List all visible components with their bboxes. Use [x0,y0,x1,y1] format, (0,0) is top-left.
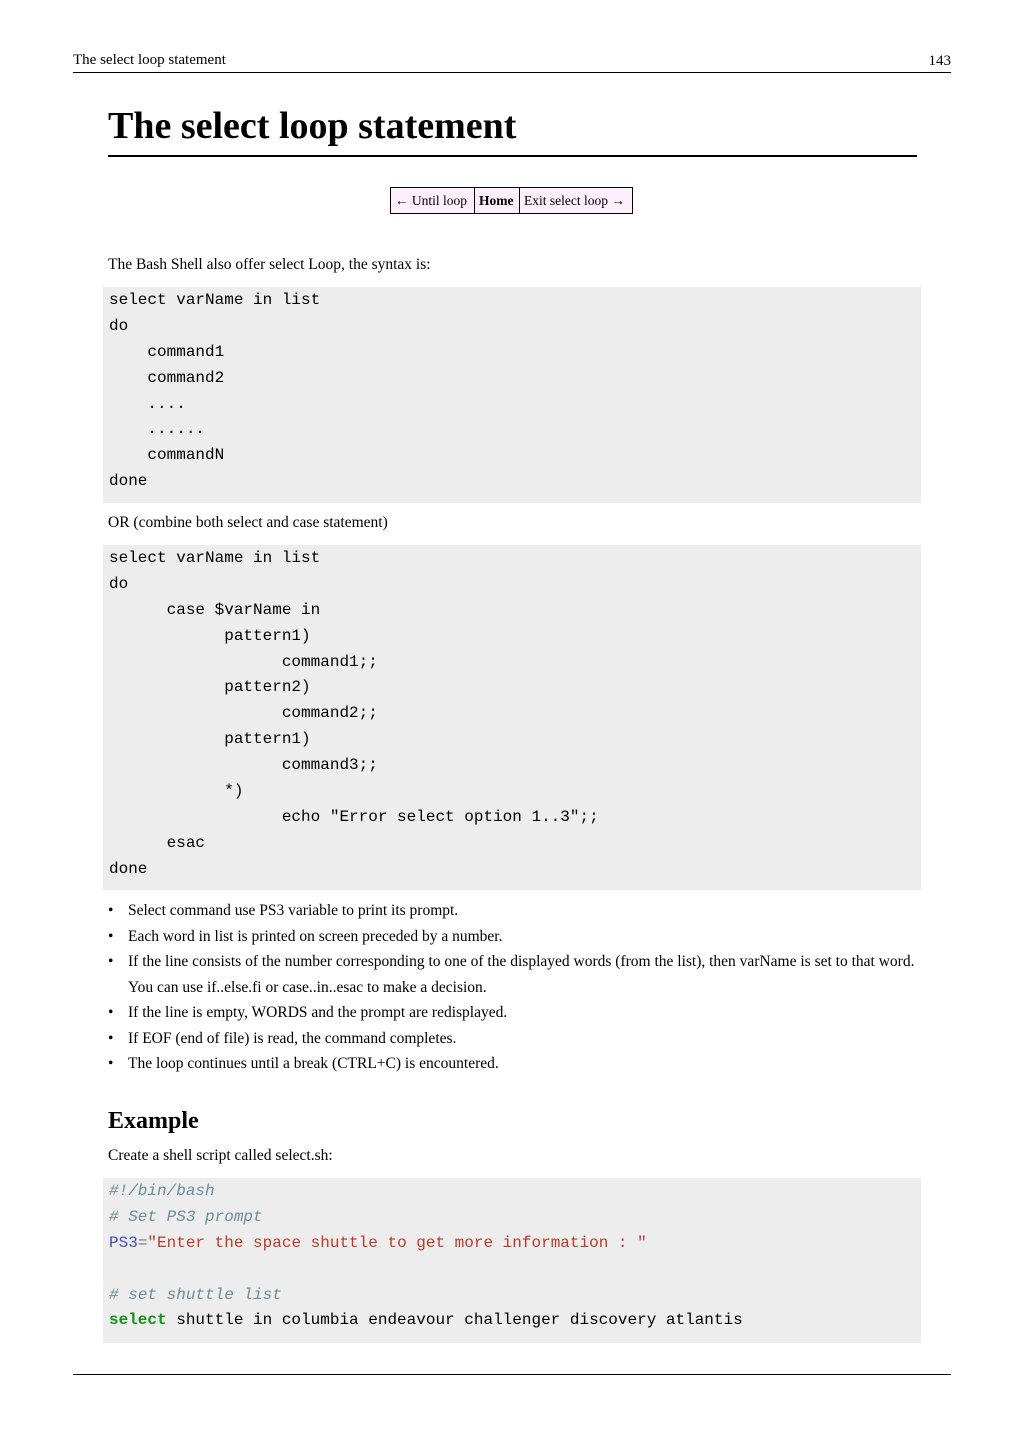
code-line: .... [109,394,186,413]
running-header [73,50,951,73]
list-item [108,924,920,950]
nav-next-link[interactable]: Exit select loop → [520,188,633,214]
code-line [109,1205,921,1231]
list-item-text: If the line consists of the number corresponding to one of the displayed words (from the list), then varName is set to that word. You can use if..else.fi or case..in..esac to make a decision. [128,953,915,996]
list-item [108,898,920,924]
nav-prev-link[interactable]: ← Until loop [391,188,475,214]
list-item-text: If the line is empty, WORDS and the prompt are redisplayed. [128,1004,508,1021]
syntax-code-block [103,287,921,503]
case-code-block [103,545,921,890]
bullet-glyph: • [108,1029,114,1047]
code-line [109,1283,921,1309]
bullet-glyph: • [108,902,114,919]
code-comment: # Set PS3 prompt [109,1207,263,1226]
code-line: do [109,316,129,335]
code-line: do [109,574,129,593]
code-line: esac [109,833,206,852]
code-line: case $varName in [109,600,321,619]
code-line: command2 [109,368,225,387]
code-line: done [109,859,148,878]
bullet-list [108,898,920,1077]
list-item [108,949,920,1000]
bullet-glyph: • [108,953,114,970]
code-line [109,1308,921,1334]
bullet-glyph: • [108,1004,114,1021]
code-line: pattern1) [109,626,311,645]
bullet-glyph: • [108,1055,114,1072]
code-line: command1 [109,342,225,361]
list-item-text: The loop continues until a break (CTRL+C) is encountered. [128,1055,499,1072]
code-line: commandN [109,446,225,465]
code-line: done [109,472,148,491]
code-comment: # set shuttle list [109,1285,282,1304]
page-title: The select loop statement [108,103,917,157]
list-item-text: If EOF (end of file) is read, the command completes. [128,1029,457,1047]
code-string: "Enter the space shuttle to get more information : " [147,1233,647,1252]
code-line [109,1231,921,1257]
code-line-blank [109,1257,921,1283]
code-line: pattern1) [109,730,311,749]
code-operator: = [137,1233,148,1252]
example-heading: Example [108,1108,199,1134]
code-line: command3;; [109,756,378,775]
running-header-title: The select loop statement [73,52,226,68]
code-line: echo "Error select option 1..3";; [109,807,599,826]
intro-paragraph: The Bash Shell also offer select Loop, the syntax is: [108,256,431,273]
list-item [108,1051,920,1077]
code-keyword: select [109,1311,167,1330]
example-intro-paragraph: Create a shell script called select.sh: [108,1147,333,1164]
footer-rule [73,1374,951,1375]
code-line: command2;; [109,704,378,723]
code-line: *) [109,782,244,801]
list-item-text: Each word in list is printed on screen preceded by a number. [128,927,503,945]
or-paragraph: OR (combine both select and case statement) [108,514,388,531]
code-line: pattern2) [109,678,311,697]
code-line: command1;; [109,652,378,671]
example-code-block [103,1178,921,1343]
bullet-glyph: • [108,927,114,945]
page-number: 143 [928,53,951,69]
list-item-text: Select command use PS3 variable to print its prompt. [128,902,459,919]
list-item [108,1000,920,1026]
code-comment: #!/bin/bash [109,1182,215,1200]
code-line [109,1179,921,1205]
nav-home-link[interactable]: Home [475,188,520,214]
code-line: ...... [109,420,206,439]
code-line: select varName in list [109,291,321,309]
code-line: select varName in list [109,549,321,567]
code-text: shuttle in columbia endeavour challenger discovery atlantis [166,1311,743,1330]
code-variable: PS3 [109,1233,138,1252]
list-item [108,1026,920,1052]
navigation-box [390,187,633,214]
